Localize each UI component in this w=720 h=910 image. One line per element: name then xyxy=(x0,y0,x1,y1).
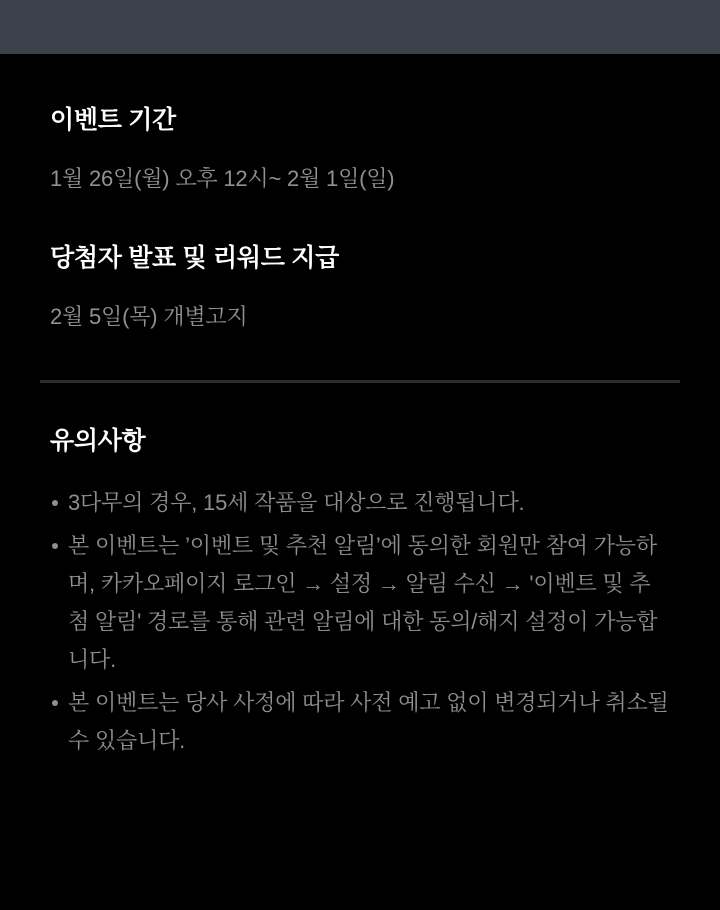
section-divider xyxy=(40,380,680,383)
event-period-title: 이벤트 기간 xyxy=(50,106,176,134)
winner-reward-title: 당첨자 발표 및 리워드 지급 xyxy=(50,244,339,272)
note-item: 본 이벤트는 당사 사정에 따라 사전 예고 없이 변경되거나 취소될 수 있습니다. xyxy=(50,684,670,760)
top-bar xyxy=(0,0,720,54)
notes-list xyxy=(50,484,670,760)
note-item: 본 이벤트는 ’이벤트 및 추천 알림’에 동의한 회원만 참여 가능하며, 카카오페이지 로그인 → 설정 → 알림 수신 → '이벤트 및 추첨 알림' 경로를 통해 관련 알림에 대한 동의/해지 설정이 가능합니다. xyxy=(50,527,670,679)
note-item: 3다무의 경우, 15세 작품을 대상으로 진행됩니다. xyxy=(50,484,670,522)
notes-title: 유의사항 xyxy=(50,427,146,455)
notice-content xyxy=(0,105,720,760)
winner-reward-date: 2월 5일(목) 개별고지 xyxy=(50,304,248,329)
event-period-dates: 1월 26일(월) 오후 12시~ 2월 1일(일) xyxy=(50,166,395,191)
